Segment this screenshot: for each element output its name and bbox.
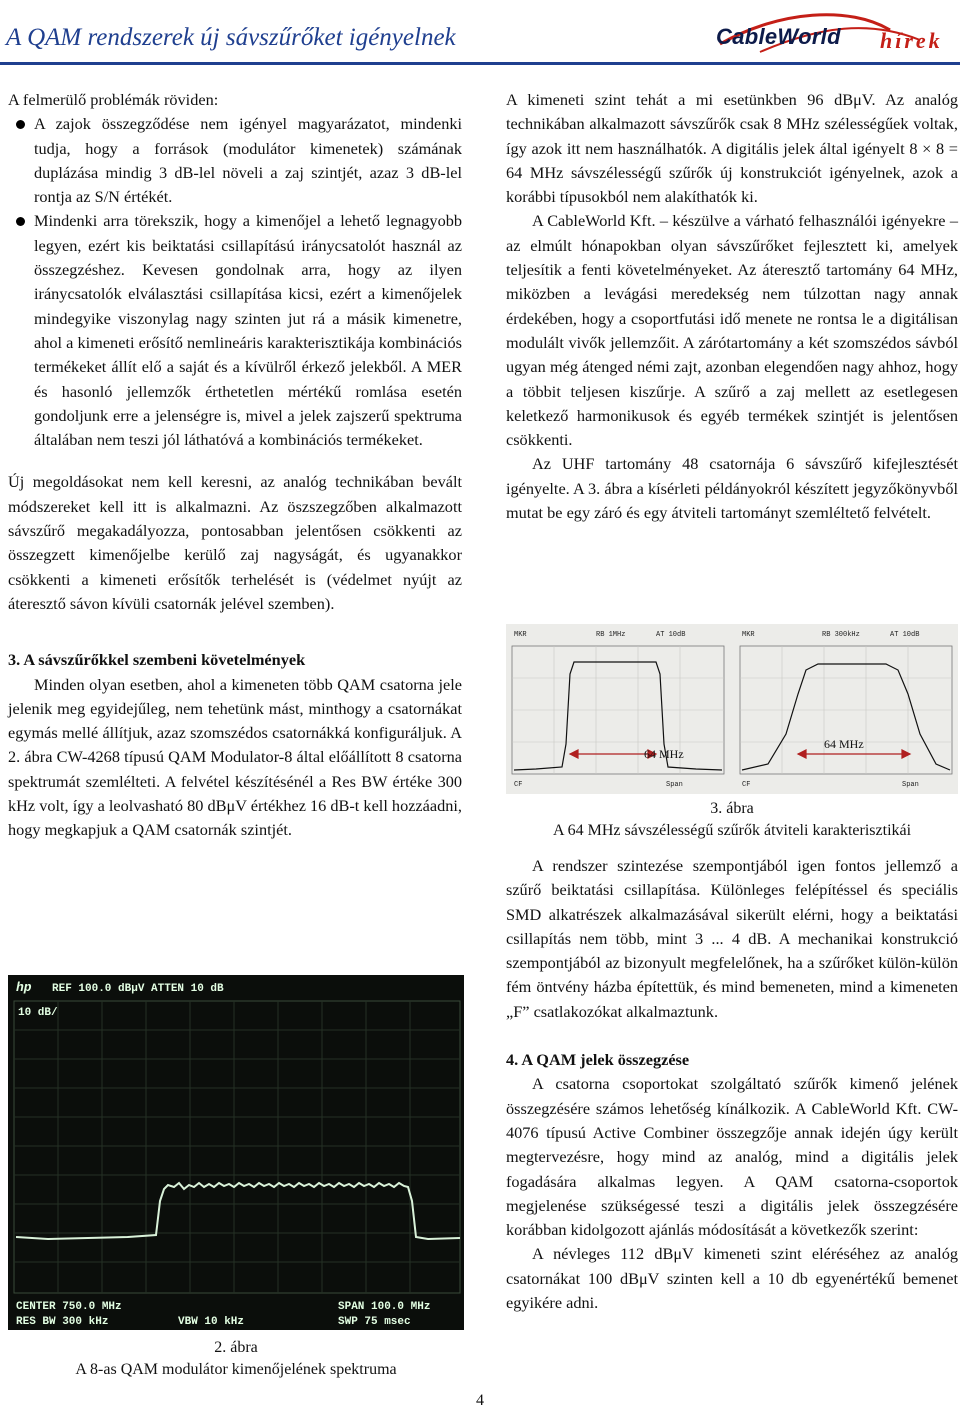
analyzer-span: SPAN 100.0 MHz (338, 1301, 431, 1313)
header-rule (0, 62, 960, 65)
spectrum-plot (8, 975, 464, 1330)
bullet-icon (16, 217, 25, 226)
svg-text:CF: CF (742, 781, 751, 789)
logo-suffix: hírek (880, 28, 943, 53)
analyzer-res-bw: RES BW 300 kHz (16, 1316, 109, 1328)
right-column-bottom (506, 854, 958, 1315)
analyzer-center: CENTER 750.0 MHz (16, 1301, 122, 1313)
analyzer-top-line: REF 100.0 dBμV ATTEN 10 dB (52, 983, 224, 995)
filter-figure (506, 624, 958, 794)
figure2-caption (8, 1337, 464, 1381)
right-column-top (506, 88, 958, 525)
svg-text:AT 10dB: AT 10dB (890, 631, 920, 639)
figure3-text: A 64 MHz sávszélességű szűrők átviteli karakterisztikái (552, 822, 912, 839)
bullet-text: A zajok összegződése nem igényel magyarázatot, mindenki tudja, hogy a források (modulátor kimenetek) számának duplázása mindig 3 dB-lel növeli a zaj szintjét, azaz 3 dB-lel rontja az S/N értékét. (34, 114, 462, 207)
svg-text:Span: Span (902, 781, 919, 789)
passband-label-right: 64 MHz (824, 737, 864, 751)
paragraph: A csatorna csoportokat szolgáltató szűrők kimenő jelének összegzésére számos lehetőség kínálkozik. A CableWorld Kft. CW-4076 típusú Active Combiner összegzője annak idején úgy került megtervezésre, hogy mind az analóg, mind a digitális jelek fogadására alkalmas legyen. A QAM csatorna-csoportok megjelenése szükségessé teszi a digitális jelek összegzésére korábban kidolgozott ajánlás módosítását a következők szerint: (506, 1074, 958, 1240)
svg-text:RB 300kHz: RB 300kHz (822, 631, 860, 639)
filter-plots (506, 624, 958, 794)
svg-text:CF: CF (514, 781, 523, 789)
figure3-number: 3. ábra (710, 800, 754, 817)
paragraph: A rendszer szintezése szempontjából igen fontos jellemző a szűrő beiktatási csillapítása. Különleges felépítéssel és speciális SMD alkatrészek alkalmazásával sikerült elérni, hogy a beiktatási csillapítás nem több, mint 3 ... 4 dB. A mechanikai konstrukció szempontjából az bizonyult megfelelőnek, ha a szűrőket külön-külön fém öntvény házba építettük, és mind bemeneten, mind a kimeneten „F” csatlakozókat alkalmaztunk. (506, 856, 958, 1021)
spectrum-figure (8, 975, 464, 1330)
figure2-text: A 8-as QAM modulátor kimenőjelének spektruma (75, 1361, 397, 1378)
svg-text:MKR: MKR (514, 631, 527, 639)
analyzer-scale: 10 dB/ (18, 1007, 58, 1019)
cableworld-logo: CableWorld (716, 24, 841, 49)
analyzer-vbw: VBW 10 kHz (178, 1316, 245, 1328)
left-column (8, 88, 462, 843)
hp-logo: hp (16, 980, 32, 995)
bullet-item (8, 209, 462, 452)
paragraph: A CableWorld Kft. – készülve a várható felhasználói igényekre – az elmúlt hónapokban olyan sávszűrőket fejlesztett ki, amelyek teljesítik a fenti követelményeket. Az áteresztő tartomány 64 MHz, miközben a levágási meredekség nem túlzottan nagy annak érdekében, hogy a csoportfutási idő menete ne rontsa le a digitálisan modulált vivők jellemzőit. A zárótartomány a két szomszédos sávból ugyan még átenged némi zajt, azonban elegendően nagy ahhoz, hogy a többit teljesen kiszűrje. A szűrő a zaj mellett az esetlegesen keletkező harmonikusok és egyéb termékek szintjét is jelentősen csökkenti. (506, 211, 958, 450)
page-number: 4 (476, 1392, 484, 1409)
section-heading: 4. A QAM jelek összegzése (506, 1050, 690, 1070)
svg-text:Span: Span (666, 781, 683, 789)
paragraph: A névleges 112 dBμV kimeneti szint eléréséhez az analóg csatornákat 100 dBμV szinten kell a 10 db egyenértékű bemenet egyikére adni. (506, 1244, 958, 1313)
paragraph: Minden olyan esetben, ahol a kimeneten több QAM csatorna jele jelenik meg egyidejűleg, nem tehetünk mást, minthogy a csatornákat egymás mellé állítjuk, azaz szomszédos csatornákká konfiguráljuk. A 2. ábra CW-4268 típusú QAM Modulator-8 által előállított 8 csatorna spektrumát szemlélteti. A felvétel készítésénél a Res BW értéke 300 kHz volt, így a leolvasható 80 dBμV értékhez 16 dB-t kell hozzáadni, hogy megkapjuk a QAM csatornák szintjét. (8, 674, 462, 840)
figure3-caption (506, 798, 958, 842)
article-title: A QAM rendszerek új sávszűrőket igényelnek (6, 24, 456, 51)
intro-text: A felmerülő problémák röviden: (8, 90, 219, 109)
svg-text:AT 10dB: AT 10dB (656, 631, 686, 639)
paragraph: Új megoldásokat nem kell keresni, az analóg technikában bevált módszereket kell itt is alkalmazni. Az öszszegzőben alkalmazott sávszűrő megakadályozza, pontosabban jelentősen csökkenti az összegzett kimenőjelbe kerülő zaj nagyságát, és ugyanakkor csökkenti a kimeneti erősítők terhelését is (védelmet nyújt az áteresztő sávon kívüli csatornák jelével szemben). (8, 472, 462, 613)
bullet-icon (16, 120, 25, 129)
analyzer-swp: SWP 75 msec (338, 1316, 411, 1328)
passband-label-left: 64 MHz (644, 747, 684, 761)
paragraph: Az UHF tartomány 48 csatornája 6 sávszűrő kifejlesztését igényelte. A 3. ábra a kísérleti példányokról készített jegyzőkönyvből mutat be egy záró és egy átviteli tartományt szemléltető felvételt. (506, 454, 958, 523)
bullet-item (8, 112, 462, 209)
paragraph: A kimeneti szint tehát a mi esetünkben 96 dBμV. Az analóg technikában alkalmazott sávszűrők csak 8 MHz szélességűek voltak, így azok itt nem használhatók. A digitális jelek által igényelt 8 × 8 = 64 MHz sávszélességű szűrők új konstrukciót igényelnek, azok a korábbi típusokból nem alakíthatók ki. (506, 90, 958, 207)
svg-text:RB 1MHz: RB 1MHz (596, 631, 626, 639)
bullet-text: Mindenki arra törekszik, hogy a kimenőjel a lehető legnagyobb legyen, ezért kis beiktatási csillapítású iránycsatolót használ az összegzéshez. Kevesen gondolnak arra, hogy az ilyen iránycsatolók elválasztási csillapítása kicsi, ezért a kimenőjelek mindegyike viszonylag nagy szinten jut rá a másik kimenetre, ahol a kimeneti erősítő nemlineáris karakterisztikája kombinációs termékeket állít elő a saját és a kívülről érkező jelekből. A MER és hasonló jellemzők érthetetlen mértékű romlása esetén gondoljunk erre a jelenségre is, mivel a jelek zajszerű spektruma általában nem teszi jól láthatóvá a kombinációs termékeket. (34, 211, 462, 450)
section-heading: 3. A sávszűrőkkel szembeni követelmények (8, 650, 306, 670)
svg-text:MKR: MKR (742, 631, 755, 639)
figure2-number: 2. ábra (214, 1339, 258, 1356)
